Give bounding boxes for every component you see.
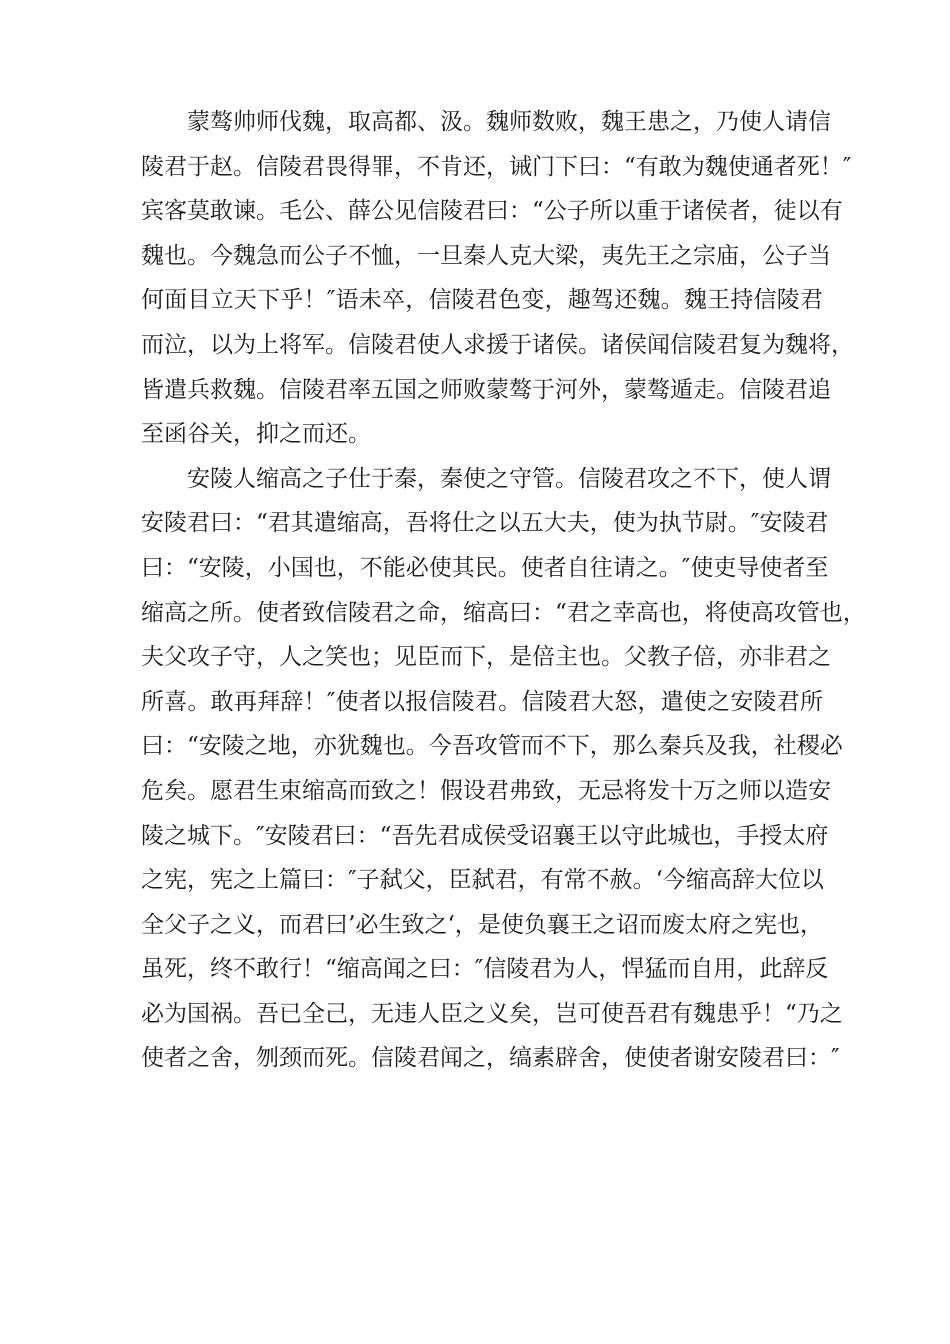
text-line: 至函谷关，抑之而还。 xyxy=(141,421,371,448)
text-line: 必为国祸。吾已全己，无违人臣之义矣，岂可使吾君有魏患乎！“乃之 xyxy=(141,1000,843,1027)
text-line: 陵之城下。″安陵君曰：“吾先君成侯受诏襄王以守此城也，手授太府 xyxy=(141,822,829,849)
text-line: 危矣。愿君生束缩高而致之！假设君弗致，无忌将发十万之师以造安 xyxy=(141,777,831,804)
text-line: 夫父攻子守，人之笑也；见臣而下，是倍主也。父教子倍，亦非君之 xyxy=(141,644,831,671)
text-line: 陵君于赵。信陵君畏得罪，不肯还，诫门下曰：“有敢为魏使通者死！″ xyxy=(141,153,852,180)
text-line: 虽死，终不敢行！“缩高闻之曰：″信陵君为人，悍猛而自用，此辞反 xyxy=(141,956,829,983)
document-body xyxy=(141,100,866,1081)
text-line: 皆遣兵救魏。信陵君率五国之师败蒙骜于河外，蒙骜遁走。信陵君追 xyxy=(141,376,831,403)
text-line: 魏也。今魏急而公子不恤，一旦秦人克大梁，夷先王之宗庙，公子当 xyxy=(141,242,831,269)
text-line: 所喜。敢再拜辞！″使者以报信陵君。信陵君大怒，遣使之安陵君所 xyxy=(141,688,823,715)
text-line: 使者之舍，刎颈而死。信陵君闻之，缟素辟舍，使使者谢安陵君曰：″ xyxy=(141,1045,840,1072)
paragraph-2 xyxy=(141,457,866,1081)
text-line: 曰：“安陵之地，亦犹魏也。今吾攻管而不下，那么秦兵及我，社稷必 xyxy=(141,733,843,760)
text-line: 曰：“安陵，小国也，不能必使其民。使者自往请之。″使吏导使者至 xyxy=(141,554,829,581)
text-line: 而泣，以为上将军。信陵君使人求援于诸侯。诸侯闻信陵君复为魏将， xyxy=(141,331,854,358)
text-line: 安陵人缩高之子仕于秦，秦使之守管。信陵君攻之不下，使人谓 xyxy=(187,465,831,492)
text-line: 之宪，宪之上篇曰：″子弑父，臣弑君，有常不赦。‘今缩高辞大位以 xyxy=(141,867,824,894)
text-line: 缩高之所。使者致信陵君之命，缩高曰：“君之幸高也，将使高攻管也， xyxy=(141,599,866,626)
text-line: 全父子之义，而君曰’必生致之‘，是使负襄王之诏而废太府之宪也， xyxy=(141,911,823,938)
paragraph-1 xyxy=(141,100,854,457)
text-line: 何面目立天下乎！″语未卒，信陵君色变，趣驾还魏。魏王持信陵君 xyxy=(141,287,823,314)
text-line: 蒙骜帅师伐魏，取高都、汲。魏师数败，魏王患之，乃使人请信 xyxy=(187,109,831,135)
text-line: 宾客莫敢谏。毛公、薛公见信陵君曰：“公子所以重于诸侯者，徒以有 xyxy=(141,198,843,225)
text-line: 安陵君曰：“君其遣缩高，吾将仕之以五大夫，使为执节尉。″安陵君 xyxy=(141,510,829,537)
